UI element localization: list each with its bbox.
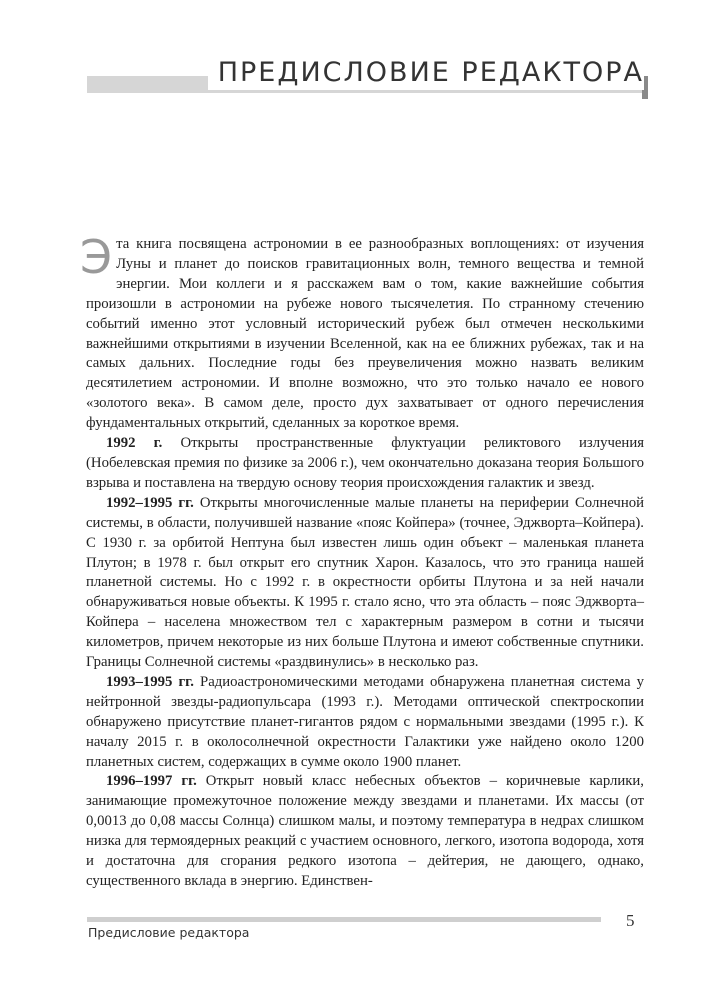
intro-paragraph [80, 230, 644, 434]
entry-text: Открыты пространственные флуктуации реликтового излучения (Нобелевская премия по физике за 2006 г.), чем окончательно доказана теория Большого взрыва и поставлена на твердую основу теория происхождения галактик и звезд. [86, 435, 645, 491]
entry-text: Открыт новый класс небесных объектов – коричневые карлики, занимающие промежуточное положение между звездами и планетами. Их массы (от 0,0013 до 0,08 массы Солнца) слишком малы, и поэтому температура в недрах слишком низка для термоядерных реакций с участием основного, легкого, изотопа водорода, хотя и достаточна для сгорания редкого изотопа – дейтерия, не дающего, однако, существенного вклада в энергию. Единствен- [86, 773, 644, 889]
entry-year: 1992–1995 гг. [106, 494, 194, 511]
body-text [80, 230, 645, 892]
entry-year: 1996–1997 гг. [106, 773, 197, 790]
intro-text: та книга посвящена астрономии в ее разнообразных воплощениях: от изучения Луны и планет до поисков гравитационных волн, темного вещества и темной энергии. Мои коллеги и я расскажем вам о том, какие важнейшие события произошли в астрономии на рубеже нового тысячелетия. По странному стечению событий именно этот условный исторический рубеж был отмечен несколькими важнейшими открытиями в изучении Вселенной, как на ее ближних рубежах, так и на самых дальних. Последние годы без преувеличения можно назвать великим десятилетием астрономии. И вполне возможно, что это только начало ее нового «золотого века». В самом деле, просто дух захватывает от одного перечисления фундаментальных открытий, сделанных за короткое время. [86, 236, 644, 432]
entry-paragraph [86, 772, 644, 891]
entry-text: Открыты многочисленные малые планеты на периферии Солнечной системы, в области, получившей название «пояс Койпера» (точнее, Эджворта–Койпера). С 1930 г. за орбитой Нептуна был известен лишь один объект – маленькая планета Плутон; в 1978 г. был открыт его спутник Харон. Казалось, что это граница нашей планетной системы. Но с 1992 г. в окрестности орбиты Плутона и за ней начали обнаруживаться новые объекты. К 1995 г. стало ясно, что эта область – пояс Эджворта–Койпера – населена множеством тел с характерным размером в сотни и тысячи километров, причем некоторые из них больше Плутона и имеют собственные спутники. Границы Солнечной системы «раздвинулись» в несколько раз. [86, 494, 645, 671]
page-title: ПРЕДИСЛОВИЕ РЕДАКТОРА [208, 56, 644, 90]
page-number: 5 [626, 911, 635, 930]
running-footer: Предисловие редактора [88, 925, 250, 940]
entry-text: Радиоастрономическими методами обнаружена планетная система у нейтронной звезды-радиопульсара (1993 г.). Методами оптической спектроскопии обнаружено присутствие планет-гигантов рядом с нормальными звездами (1995 г.). К началу 2015 г. в околосолнечной окрестности Галактики уже найдено около 1200 планетных систем, содержащих в сумме около 1900 планет. [86, 673, 644, 770]
drop-cap: Э [80, 230, 113, 284]
footer-rule [87, 917, 601, 922]
entry-paragraph [86, 434, 644, 494]
entry-year: 1993–1995 гг. [106, 673, 194, 690]
entry-paragraph [86, 494, 644, 673]
entry-year: 1992 г. [106, 435, 163, 452]
entry-paragraph [86, 673, 644, 773]
